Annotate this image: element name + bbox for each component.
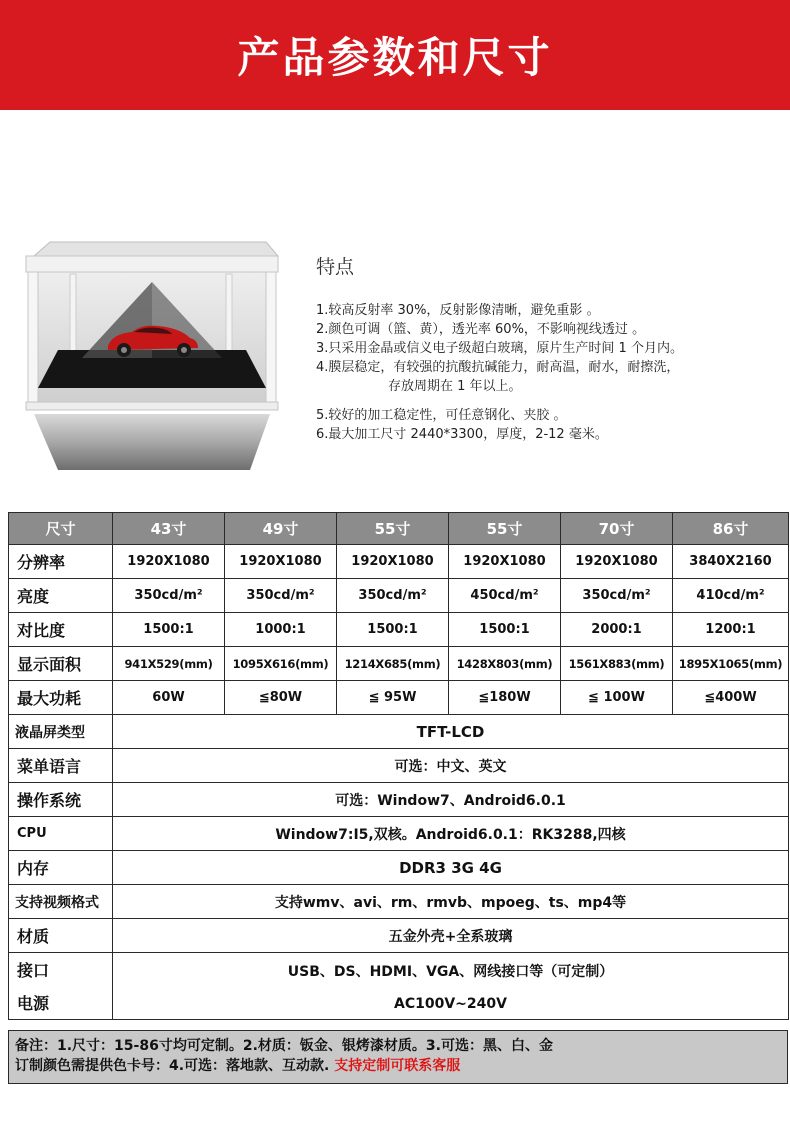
table-header-row xyxy=(9,513,789,545)
row-label: 菜单语言 xyxy=(9,749,113,783)
feature-item: 1.较高反射率 30%，反射影像清晰，避免重影 。 xyxy=(316,303,600,318)
table-cell: ≦80W xyxy=(225,681,337,715)
table-cell: 350cd/m² xyxy=(225,579,337,613)
table-cell: 1095X616(mm) xyxy=(225,647,337,681)
row-label: 电源 xyxy=(17,994,50,1013)
table-cell: ≦ 100W xyxy=(561,681,673,715)
feature-item: 5.较好的加工稳定性，可任意钢化、夹胶 。 xyxy=(316,408,567,423)
spec-table xyxy=(8,512,789,1020)
table-cell: 1200:1 xyxy=(673,613,789,647)
features-section xyxy=(316,252,786,444)
feature-item: 6.最大加工尺寸 2440*3300，厚度，2-12 毫米。 xyxy=(316,427,608,442)
table-cell: ≦400W xyxy=(673,681,789,715)
table-cell: USB、DS、HDMI、VGA、网线接口等（可定制） xyxy=(287,963,614,980)
table-cell: 1428X803(mm) xyxy=(449,647,561,681)
table-cell: 1214X685(mm) xyxy=(337,647,449,681)
table-cell: 1500:1 xyxy=(113,613,225,647)
feature-item: 存放周期在 1 年以上。 xyxy=(388,379,522,394)
row-label: 显示面积 xyxy=(9,647,113,681)
table-cell: 1895X1065(mm) xyxy=(673,647,789,681)
table-row xyxy=(9,749,789,783)
table-cell: 五金外壳+全系玻璃 xyxy=(113,919,789,953)
table-row xyxy=(9,613,789,647)
table-row xyxy=(9,953,789,1020)
table-cell: 450cd/m² xyxy=(449,579,561,613)
features-list xyxy=(316,301,786,444)
features-title: 特点 xyxy=(316,256,355,278)
table-cell: 1561X883(mm) xyxy=(561,647,673,681)
row-label: 内存 xyxy=(9,851,113,885)
table-cell: DDR3 3G 4G xyxy=(113,851,789,885)
header-cell: 70寸 xyxy=(561,513,673,545)
title-banner xyxy=(0,0,790,110)
header-cell: 55寸 xyxy=(337,513,449,545)
row-label: 支持视频格式 xyxy=(9,885,113,919)
header-cell: 86寸 xyxy=(673,513,789,545)
table-cell: 1920X1080 xyxy=(449,545,561,579)
table-cell: AC100V~240V xyxy=(394,995,507,1012)
row-label: CPU xyxy=(9,817,113,851)
table-cell: 350cd/m² xyxy=(113,579,225,613)
table-cell: 可选：中文、英文 xyxy=(113,749,789,783)
row-label: 接口 xyxy=(17,961,50,980)
page-title: 产品参数和尺寸 xyxy=(237,33,553,82)
table-cell: 可选：Window7、Android6.0.1 xyxy=(113,783,789,817)
notes-line: 备注：1.尺寸：15-86寸均可定制。2.材质：钣金、银烤漆材质。3.可选：黑、白、金 xyxy=(15,1038,553,1054)
merged-label-cell xyxy=(9,953,113,1020)
notes-box xyxy=(8,1030,788,1084)
table-row xyxy=(9,715,789,749)
feature-item: 2.颜色可调（篮、黄），透光率 60%，不影响视线透过 。 xyxy=(316,322,646,337)
feature-item: 4.膜层稳定，有较强的抗酸抗碱能力，耐高温，耐水，耐擦洗， xyxy=(316,360,680,375)
table-row xyxy=(9,579,789,613)
merged-value-cell xyxy=(113,953,789,1020)
row-label: 最大功耗 xyxy=(9,681,113,715)
header-cell: 尺寸 xyxy=(9,513,113,545)
table-cell: 支持wmv、avi、rm、rmvb、mpoeg、ts、mp4等 xyxy=(113,885,789,919)
product-image xyxy=(20,238,282,470)
table-cell: TFT-LCD xyxy=(113,715,789,749)
row-label: 材质 xyxy=(9,919,113,953)
row-label: 对比度 xyxy=(9,613,113,647)
row-label: 液晶屏类型 xyxy=(9,715,113,749)
row-label: 亮度 xyxy=(9,579,113,613)
table-cell: 1920X1080 xyxy=(337,545,449,579)
table-row xyxy=(9,783,789,817)
table-cell: 3840X2160 xyxy=(673,545,789,579)
notes-text: 订制颜色需提供色卡号：4.可选：落地款、互动款. xyxy=(15,1058,330,1074)
table-cell: Window7:I5,双核。Android6.0.1：RK3288,四核 xyxy=(113,817,789,851)
header-cell: 49寸 xyxy=(225,513,337,545)
table-cell: 1000:1 xyxy=(225,613,337,647)
row-label: 分辨率 xyxy=(9,545,113,579)
table-cell: 1920X1080 xyxy=(113,545,225,579)
table-cell: 1500:1 xyxy=(337,613,449,647)
header-cell: 43寸 xyxy=(113,513,225,545)
table-row xyxy=(9,647,789,681)
table-cell: 941X529(mm) xyxy=(113,647,225,681)
table-cell: 60W xyxy=(113,681,225,715)
row-label: 操作系统 xyxy=(9,783,113,817)
table-row xyxy=(9,545,789,579)
table-row xyxy=(9,851,789,885)
table-cell: 350cd/m² xyxy=(337,579,449,613)
table-cell: 1920X1080 xyxy=(561,545,673,579)
table-cell: ≦ 95W xyxy=(337,681,449,715)
table-cell: 2000:1 xyxy=(561,613,673,647)
table-cell: 350cd/m² xyxy=(561,579,673,613)
table-cell: 410cd/m² xyxy=(673,579,789,613)
table-row xyxy=(9,919,789,953)
header-cell: 55寸 xyxy=(449,513,561,545)
table-cell: 1500:1 xyxy=(449,613,561,647)
feature-item: 3.只采用金晶或信义电子级超白玻璃，原片生产时间 1 个月内。 xyxy=(316,341,683,356)
table-cell: ≦180W xyxy=(449,681,561,715)
table-row xyxy=(9,817,789,851)
custom-contact-note: 支持定制可联系客服 xyxy=(334,1058,461,1074)
table-row xyxy=(9,681,789,715)
table-cell: 1920X1080 xyxy=(225,545,337,579)
notes-line xyxy=(15,1056,781,1076)
table-row xyxy=(9,885,789,919)
